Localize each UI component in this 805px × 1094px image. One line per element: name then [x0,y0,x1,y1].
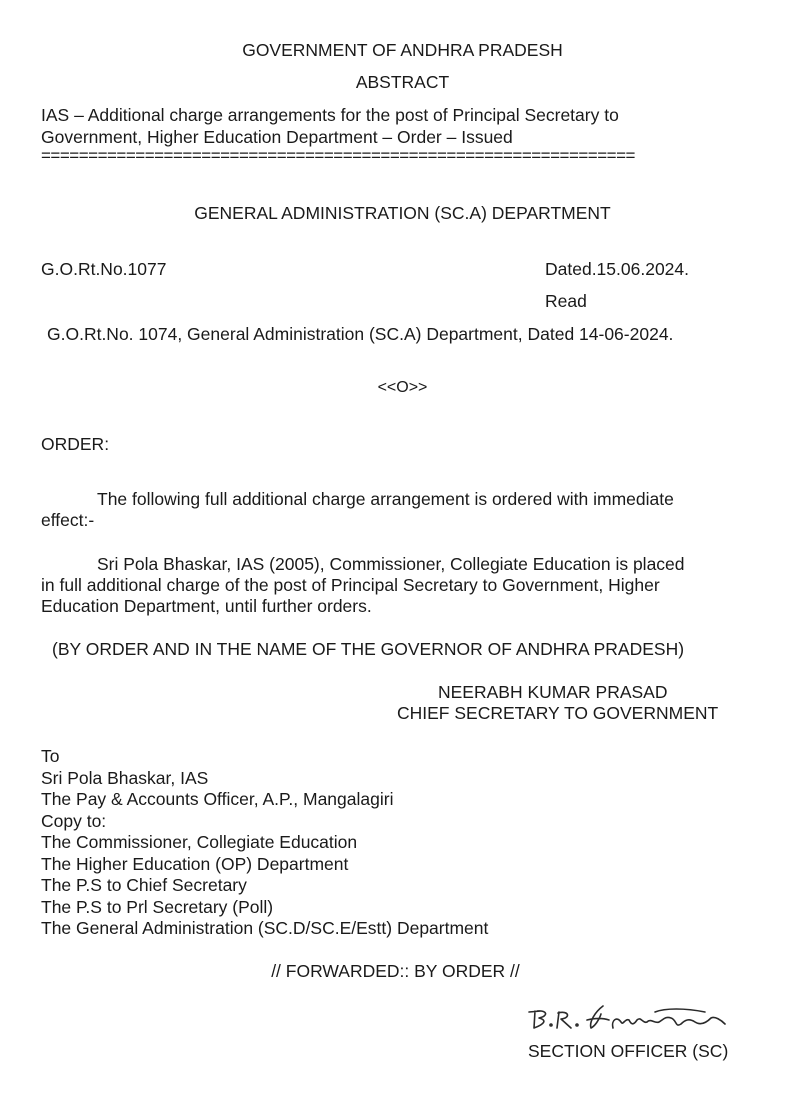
copy-recipient: The P.S to Prl Secretary (Poll) [41,896,274,917]
divider-mark: <<O>> [377,379,428,396]
order-heading: ORDER: [41,434,110,454]
order-para2-line2: in full additional charge of the post of Principal Secretary to Government, Higher [41,575,660,595]
signatory-designation: CHIEF SECRETARY TO GOVERNMENT [397,703,719,723]
to-recipient: The Pay & Accounts Officer, A.P., Mangalagiri [41,789,394,809]
section-officer-designation: SECTION OFFICER (SC) [528,1041,729,1061]
order-para2-line3: Education Department, until further orders. [41,596,372,616]
government-title: GOVERNMENT OF ANDHRA PRADESH [242,40,563,60]
department-title: GENERAL ADMINISTRATION (SC.A) DEPARTMENT [194,203,611,223]
abstract-label: ABSTRACT [355,72,450,92]
copy-recipient: The Commissioner, Collegiate Education [41,832,358,852]
go-number: G.O.Rt.No.1077 [41,259,167,279]
distribution-block [41,746,488,940]
subject-line-1: IAS – Additional charge arrangements for the post of Principal Secretary to [41,105,619,125]
go-reference: G.O.Rt.No. 1074, General Administration (SC.A) Department, Dated 14-06-2024. [47,324,674,344]
read-label: Read [545,291,587,311]
governor-line: (BY ORDER AND IN THE NAME OF THE GOVERNOR OF ANDHRA PRADESH) [52,639,685,659]
order-para1-line2: effect:- [41,510,95,530]
forwarded-line: // FORWARDED:: BY ORDER // [271,961,520,981]
order-para1-line1: The following full additional charge arrangement is ordered with immediate [97,489,674,509]
subject-line-2: Government, Higher Education Department – Order – Issued [41,127,513,147]
copy-recipient: The P.S to Chief Secretary [41,875,247,895]
to-label: To [41,746,60,766]
header-separator: =============================================================== [41,146,635,165]
copy-label: Copy to: [41,810,107,831]
section-officer-signature [525,998,740,1038]
signatory-name: NEERABH KUMAR PRASAD [438,682,668,702]
copy-recipient: The General Administration (SC.D/SC.E/Estt) Department [41,918,489,938]
go-dated: Dated.15.06.2024. [545,259,690,279]
order-para2-line1: Sri Pola Bhaskar, IAS (2005), Commissioner, Collegiate Education is placed [97,554,685,574]
copy-recipient: The Higher Education (OP) Department [41,853,349,874]
to-recipient: Sri Pola Bhaskar, IAS [41,767,209,788]
